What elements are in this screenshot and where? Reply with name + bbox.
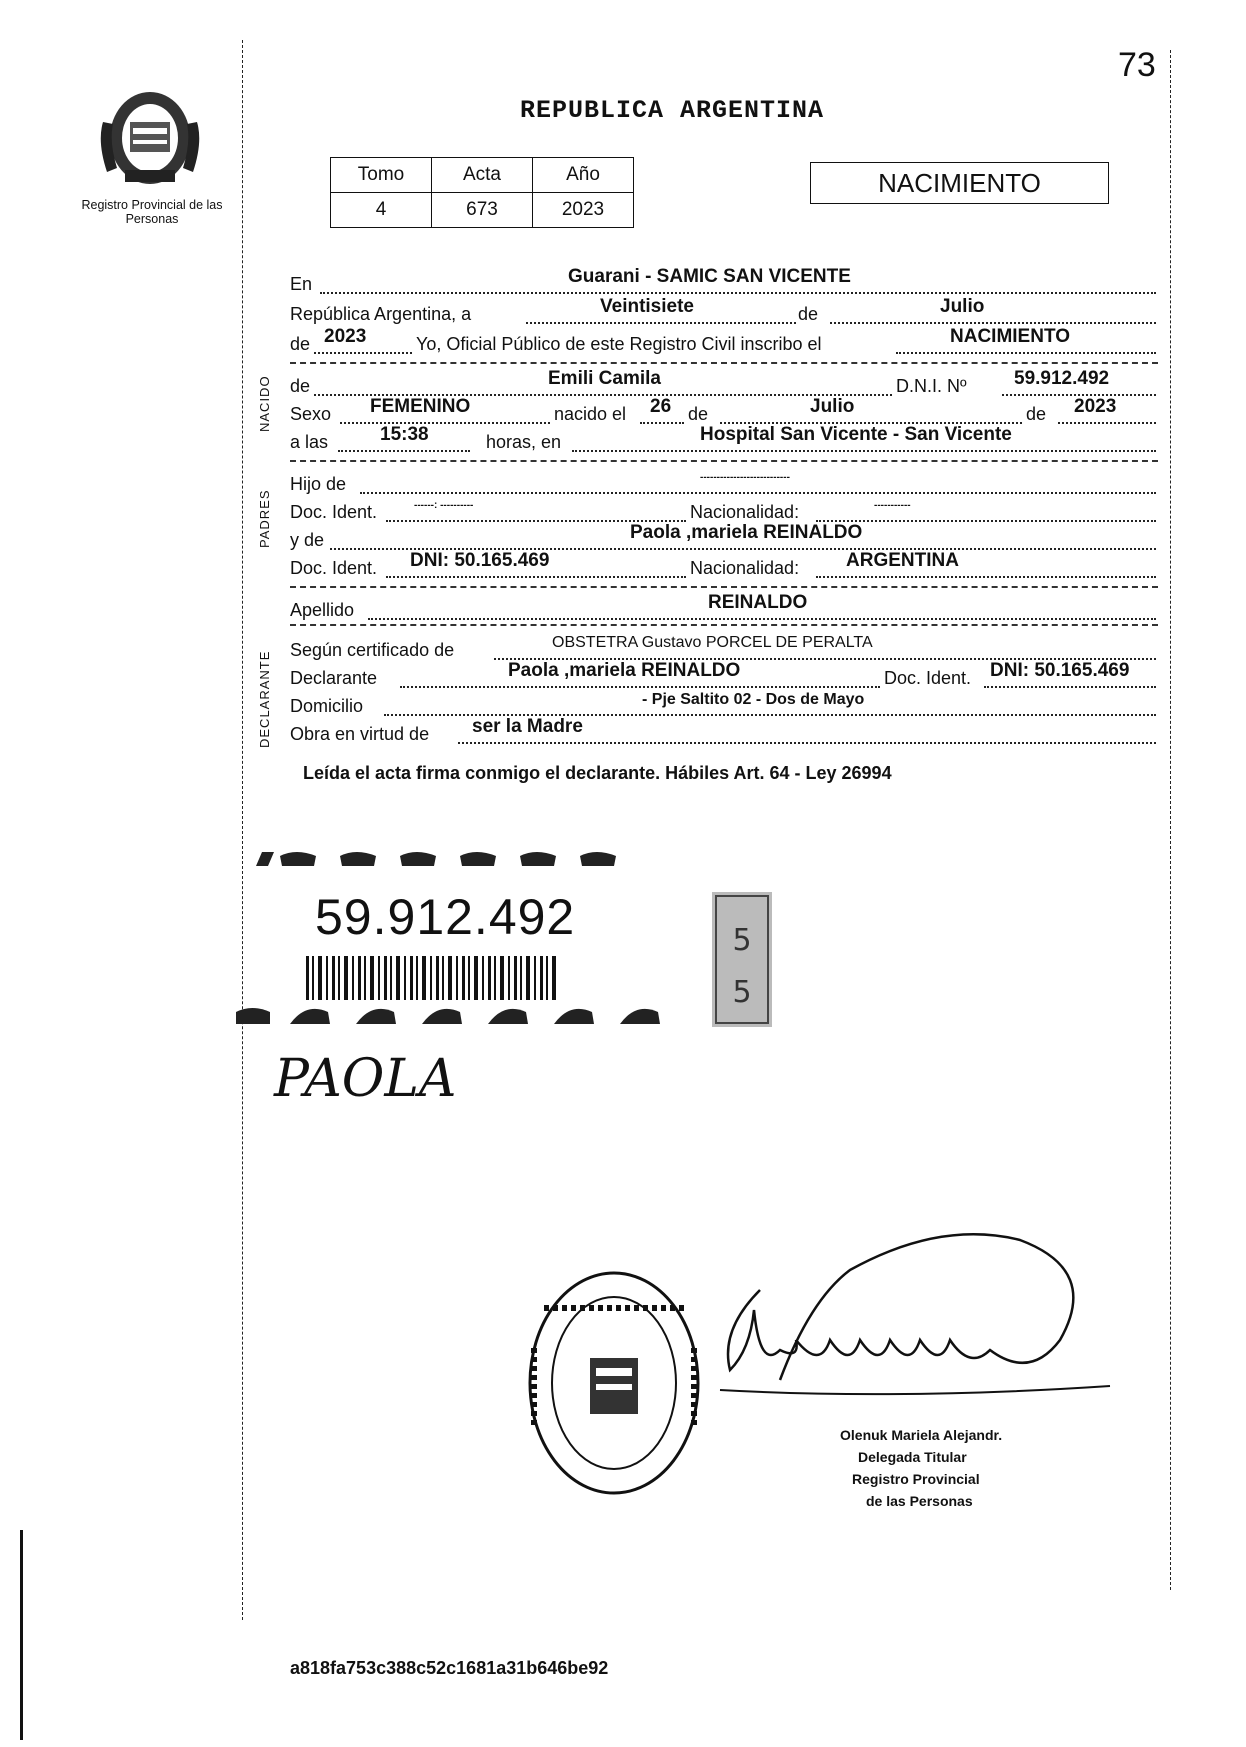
label-de2: de [290, 334, 311, 354]
label-de: de [798, 304, 819, 324]
table-header-acta: Acta [432, 158, 533, 193]
table-value-acta: 673 [432, 193, 533, 228]
dotted-line [816, 576, 1156, 578]
row-en [290, 266, 1158, 300]
label-sexo: Sexo [290, 404, 332, 424]
row-apellido [290, 592, 1158, 626]
signature [700, 1230, 1120, 1430]
label-republica: República Argentina, a [290, 304, 472, 324]
dotted-line [368, 618, 1156, 620]
value-domicilio: - Pje Saltito 02 - Dos de Mayo [642, 691, 865, 708]
row-hijo [290, 472, 1158, 500]
label-domicilio: Domicilio [290, 696, 364, 716]
dotted-line [1058, 422, 1156, 424]
value-dia: Veintisiete [600, 296, 694, 317]
right-margin-line [1170, 50, 1171, 1590]
label-y-de: y de [290, 530, 325, 550]
value-dni: 59.912.492 [1014, 368, 1110, 389]
label-apellido: Apellido [290, 600, 355, 620]
registry-label: Registro Provincial de las Personas [81, 198, 223, 226]
label-oficial: Yo, Oficial Público de este Registro Civil inscribo el [416, 334, 822, 354]
value-anio: 2023 [324, 326, 367, 347]
section-divider [290, 362, 1158, 364]
handwritten-name [270, 1040, 457, 1125]
official-name: Olenuk Mariela Alejandr. [840, 1427, 1003, 1443]
label-de: de [1026, 404, 1047, 424]
row-doc2 [290, 550, 1158, 584]
dotted-line [640, 422, 684, 424]
value-certificado: OBSTETRA Gustavo PORCEL DE PERALTA [552, 634, 873, 651]
svg-text:5: 5 [732, 923, 752, 958]
row-hora [290, 424, 1158, 458]
label-declarante: Declarante [290, 668, 378, 688]
dotted-line [896, 352, 1156, 354]
row-declarante [290, 660, 1158, 694]
value-doc2: DNI: 50.165.469 [410, 550, 550, 571]
barcode-number: 59.912.492 [315, 889, 576, 945]
record-table [330, 157, 634, 228]
label-nac2: Nacionalidad: [690, 558, 800, 578]
closing-statement: Leída el acta firma conmigo el declarante. Hábiles Art. 64 - Ley 26994 [303, 763, 892, 783]
value-en: Guarani - SAMIC SAN VICENTE [568, 266, 851, 287]
official-title: Delegada Titular [858, 1449, 967, 1465]
label-doc: Doc. Ident. [884, 668, 972, 688]
dotted-line [984, 686, 1156, 688]
label-a-las: a las [290, 432, 329, 452]
document-title: REPUBLICA ARGENTINA [520, 96, 825, 125]
section-divider [290, 460, 1158, 462]
table-value-tomo: 4 [331, 193, 432, 228]
value-doc1: ------: ---------- [414, 500, 474, 511]
table-value-anio: 2023 [533, 193, 634, 228]
official-registry-2: de las Personas [866, 1493, 973, 1509]
label-nacido-el: nacido el [554, 404, 627, 424]
table-header-tomo: Tomo [331, 158, 432, 193]
value-dia-nac: 26 [650, 396, 672, 417]
dotted-line [314, 352, 412, 354]
row-domicilio [290, 691, 1158, 722]
value-mes-nac: Julio [810, 396, 855, 417]
value-apellido: REINALDO [708, 592, 808, 613]
label-de: de [290, 376, 311, 396]
value-doc: DNI: 50.165.469 [990, 660, 1130, 681]
page-number: 73 [1118, 46, 1156, 84]
value-mes: Julio [940, 296, 985, 317]
label-hijo: Hijo de [290, 474, 347, 494]
label-doc1: Doc. Ident. [290, 502, 378, 522]
label-de: de [688, 404, 709, 424]
row-obra [290, 716, 1158, 750]
row-oficial [290, 326, 1158, 360]
table-header-anio: Año [533, 158, 634, 193]
scan-edge-line [20, 1530, 23, 1740]
dotted-line [526, 322, 796, 324]
value-anio-nac: 2023 [1074, 396, 1117, 417]
dotted-line [458, 742, 1156, 744]
label-nac1: Nacionalidad: [690, 502, 800, 522]
value-lugar: Hospital San Vicente - San Vicente [700, 424, 1012, 445]
value-obra: ser la Madre [472, 716, 583, 737]
dotted-line [338, 450, 470, 452]
value-hora: 15:38 [380, 424, 429, 445]
section-divider [290, 624, 1158, 626]
section-label-nacido: NACIDO [257, 375, 272, 432]
official-stamp [524, 1268, 704, 1498]
value-sexo: FEMENINO [370, 396, 471, 417]
left-margin-line [242, 40, 243, 1620]
dotted-line [400, 686, 880, 688]
svg-text:5: 5 [732, 975, 752, 1010]
dotted-line [572, 450, 1156, 452]
label-certificado: Según certificado de [290, 640, 455, 660]
hologram-icon [712, 892, 772, 1027]
value-madre: Paola ,mariela REINALDO [630, 522, 863, 543]
label-obra: Obra en virtud de [290, 724, 430, 744]
dotted-line [320, 292, 1156, 294]
value-tipo: NACIMIENTO [950, 326, 1070, 347]
official-registry: Registro Provincial [852, 1471, 980, 1487]
dotted-line [386, 576, 686, 578]
document-hash: a818fa753c388c52c1681a31b646be92 [290, 1658, 609, 1678]
section-divider [290, 586, 1158, 588]
value-nac2: ARGENTINA [846, 550, 959, 571]
value-nombre: Emili Camila [548, 368, 661, 389]
label-horas-en: horas, en [486, 432, 562, 452]
section-label-padres: PADRES [257, 489, 272, 548]
label-doc2: Doc. Ident. [290, 558, 378, 578]
doc-type-box: NACIMIENTO [810, 162, 1109, 204]
provincial-seal-icon [95, 82, 205, 190]
value-nac1: ----------- [874, 500, 911, 511]
dotted-line [340, 422, 550, 424]
value-declarante: Paola ,mariela REINALDO [508, 660, 741, 681]
label-en: En [290, 274, 313, 294]
handwritten-name-text: PAOLA [274, 1049, 457, 1109]
dotted-line [816, 520, 1156, 522]
dotted-line [830, 322, 1156, 324]
value-padre: --------------------------- [700, 472, 790, 483]
label-dni: D.N.I. Nº [896, 376, 967, 396]
dotted-line [360, 492, 1156, 494]
section-label-declarante: DECLARANTE [257, 650, 272, 748]
